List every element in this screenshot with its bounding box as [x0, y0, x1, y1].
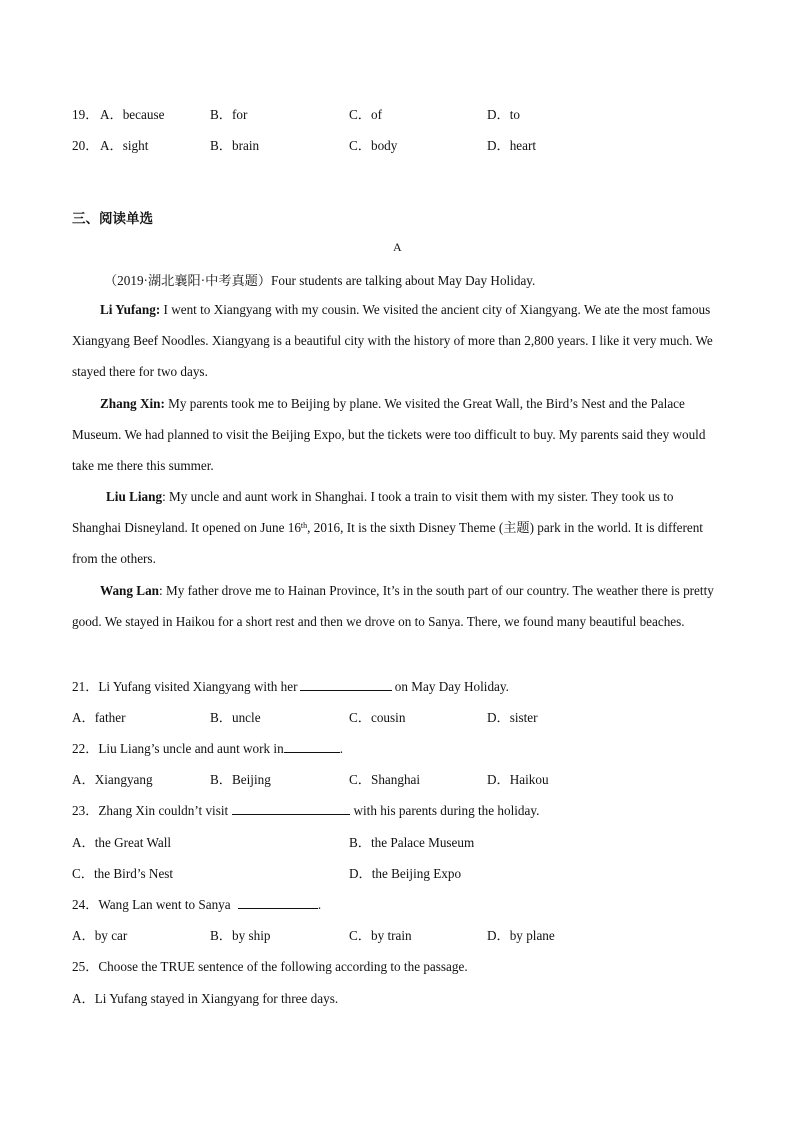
q19-option-c: C．of: [349, 107, 382, 122]
q20-option-c: C．body: [349, 138, 398, 153]
q23-option-d: D．the Beijing Expo: [349, 866, 462, 881]
q24-stem: [72, 894, 321, 913]
source-line: （2019·湖北襄阳·中考真题）Four students are talking about May Day Holiday.: [104, 273, 536, 288]
q22-option-c: C．Shanghai: [349, 772, 421, 787]
q21-option-d: D．sister: [487, 710, 538, 725]
paragraph-liu-liang: [72, 481, 722, 574]
q19-number: 19．: [72, 107, 99, 122]
q20-number: 20．: [72, 138, 99, 153]
q24-stem-text: 24．Wang Lan went to Sanya: [72, 897, 234, 912]
q21-stem-end: on May Day Holiday.: [391, 679, 509, 694]
paragraph-zhang-xin: [72, 388, 722, 481]
paragraph-wang-lan: [72, 575, 722, 637]
q21-stem: [72, 676, 509, 695]
superscript: th: [300, 521, 308, 530]
q19-option-a: A．because: [100, 107, 165, 122]
answer-blank: [232, 803, 350, 815]
speaker-zhang-xin: Zhang Xin:: [100, 396, 165, 411]
answer-blank: [300, 679, 392, 691]
q22-option-a: A．Xiangyang: [72, 772, 153, 787]
q25-stem: 25．Choose the TRUE sentence of the following according to the passage.: [72, 959, 468, 974]
q23-option-b: B．the Palace Museum: [349, 835, 475, 850]
speaker-liu-liang: Liu Liang: [106, 489, 163, 504]
q25-option-a: A．Li Yufang stayed in Xiangyang for three days.: [72, 991, 339, 1006]
q23-stem: [72, 800, 539, 819]
speaker-li-yufang: Li Yufang:: [100, 302, 161, 317]
q23-option-a: A．the Great Wall: [72, 835, 172, 850]
q24-option-a: A．by car: [72, 928, 128, 943]
q20-option-b: B．brain: [210, 138, 260, 153]
q23-stem-end: with his parents during the holiday.: [350, 803, 540, 818]
q22-stem: [72, 738, 343, 757]
q23-stem-text: 23．Zhang Xin couldn’t visit: [72, 803, 229, 818]
q21-option-b: B．uncle: [210, 710, 261, 725]
section-title: 三、阅读单选: [72, 211, 153, 227]
q19-option-d: D．to: [487, 107, 520, 122]
paragraph-li-yufang: [72, 294, 722, 387]
q24-option-d: D．by plane: [487, 928, 555, 943]
answer-blank: [284, 741, 340, 753]
q21-stem-text: 21．Li Yufang visited Xiangyang with her: [72, 679, 298, 694]
paragraph-text: : My father drove me to Hainan Province, It’s in the south part of our country. The weather there is pretty good. We stayed in Haikou for a short rest and then we drove on to Sanya. There, we found many beautiful beaches.: [72, 583, 714, 629]
paragraph-text: : My uncle and aunt work in Shanghai. I took a train to visit them with my sister. They took us to Shanghai Disneyland. It opened on June 16: [72, 489, 674, 535]
q19-option-b: B．for: [210, 107, 248, 122]
q24-option-c: C．by train: [349, 928, 412, 943]
paragraph-text: My parents took me to Beijing by plane. We visited the Great Wall, the Bird’s Nest and the Palace Museum. We had planned to visit the Beijing Expo, but the tickets were too difficult to buy. My parents said they would take me there this summer.: [72, 396, 706, 473]
paragraph-text: I went to Xiangyang with my cousin. We visited the ancient city of Xiangyang. We ate the most famous Xiangyang Beef Noodles. Xiangyang is a beautiful city with the history of more than 2,800 years. I like it very much. We stayed there for two days.: [72, 302, 713, 379]
q21-option-a: A．father: [72, 710, 126, 725]
q20-option-d: D．heart: [487, 138, 537, 153]
passage-label: A: [393, 240, 402, 254]
q20-option-a: A．sight: [100, 138, 149, 153]
q24-option-b: B．by ship: [210, 928, 271, 943]
q21-option-c: C．cousin: [349, 710, 406, 725]
speaker-wang-lan: Wang Lan: [100, 583, 160, 598]
q24-stem-end: .: [317, 897, 322, 912]
answer-blank: [238, 897, 318, 909]
q22-stem-text: 22．Liu Liang’s uncle and aunt work in: [72, 741, 284, 756]
q23-option-c: C．the Bird’s Nest: [72, 866, 174, 881]
paragraph-text: , 2016, It is the sixth Disney Theme (主题) park in the world. It is different from the others.: [72, 520, 703, 566]
q22-stem-end: .: [339, 741, 343, 756]
q22-option-b: B．Beijing: [210, 772, 271, 787]
q22-option-d: D．Haikou: [487, 772, 549, 787]
